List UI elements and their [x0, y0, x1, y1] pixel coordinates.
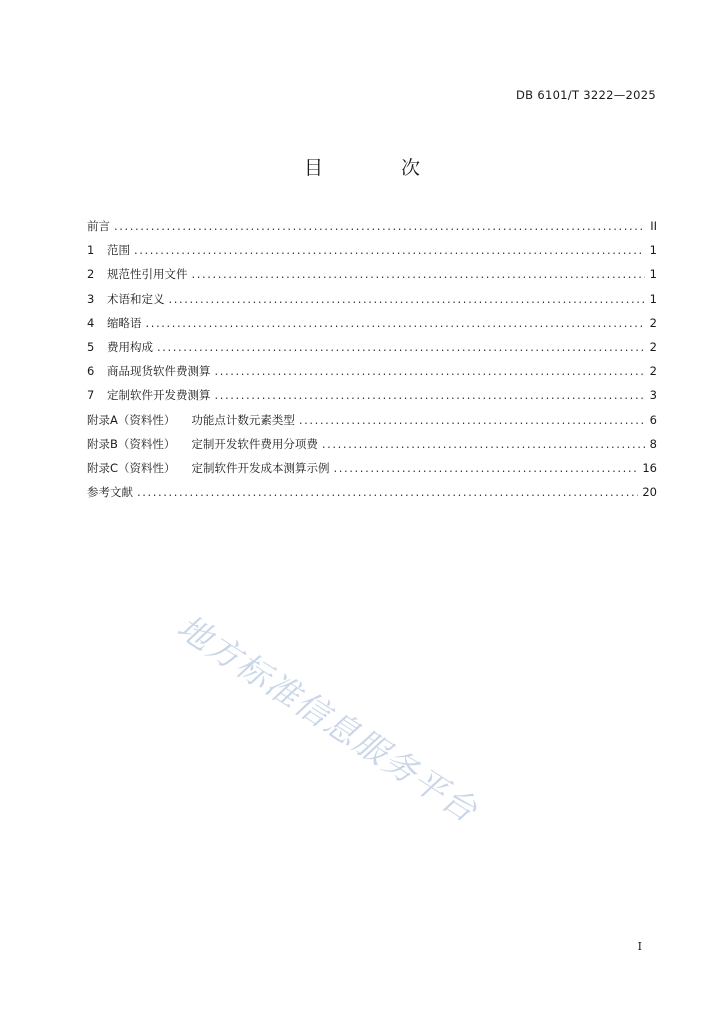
toc-leader-dots — [114, 219, 645, 233]
toc-entry-label: 定制软件开发成本测算示例 — [191, 460, 330, 475]
toc-entry-annex-label: 附录A（资料性） — [87, 412, 176, 427]
toc-entry-annex-a[interactable] — [87, 412, 657, 436]
toc-entry-number: 2 — [87, 267, 95, 282]
toc-entry-label: 商品现货软件费测算 — [107, 364, 211, 379]
toc-entry-label: 定制软件开发费测算 — [107, 388, 211, 403]
toc-entry-page: 2 — [649, 364, 657, 379]
toc-entry-number: 5 — [87, 339, 95, 354]
toc-entry-abbreviations[interactable] — [87, 315, 657, 339]
toc-entry-annex-c[interactable] — [87, 460, 657, 484]
toc-entry-label: 缩略语 — [107, 315, 142, 330]
toc-entry-label: 定制开发软件费用分项费 — [191, 436, 318, 451]
toc-entry-page: 16 — [642, 460, 657, 475]
toc-leader-dots — [137, 485, 638, 499]
toc-leader-dots — [334, 461, 639, 475]
watermark: 地方标准信息服务平台 — [170, 607, 486, 831]
toc-entry-annex-label: 附录C（资料性） — [87, 460, 176, 475]
document-code: DB 6101/T 3222—2025 — [516, 88, 656, 102]
toc-entry-page: 2 — [649, 315, 657, 330]
toc-entry-number: 4 — [87, 315, 95, 330]
toc-entry-custom-software[interactable] — [87, 387, 657, 411]
toc-entry-annex-b[interactable] — [87, 436, 657, 460]
toc-entry-label: 功能点计数元素类型 — [191, 412, 295, 427]
toc-entry-terms-definitions[interactable] — [87, 291, 657, 315]
toc-entry-number: 7 — [87, 388, 95, 403]
toc-entry-number: 6 — [87, 364, 95, 379]
toc-leader-dots — [134, 243, 645, 257]
toc-entry-scope[interactable] — [87, 242, 657, 266]
toc-entry-label: 范围 — [107, 243, 130, 258]
toc-entry-page: II — [650, 219, 657, 233]
toc-entry-label: 参考文献 — [87, 485, 133, 500]
toc-entry-annex-label: 附录B（资料性） — [87, 436, 176, 451]
toc-entry-normative-references[interactable] — [87, 266, 657, 290]
toc-entry-number: 1 — [87, 243, 95, 258]
toc-entry-page: 8 — [649, 436, 657, 451]
page-title: 目 次 — [303, 157, 457, 179]
toc-entry-number: 3 — [87, 291, 95, 306]
toc-entry-page: 20 — [642, 485, 657, 500]
toc-entry-cost-composition[interactable] — [87, 339, 657, 363]
toc-entry-page: 6 — [649, 412, 657, 427]
toc-leader-dots — [215, 364, 646, 378]
toc-leader-dots — [146, 316, 646, 330]
toc-entry-label: 术语和定义 — [107, 291, 165, 306]
toc-entry-page: 1 — [649, 267, 657, 282]
table-of-contents — [87, 218, 657, 508]
toc-leader-dots — [192, 267, 646, 281]
toc-entry-page: 3 — [649, 388, 657, 403]
toc-leader-dots — [157, 340, 645, 354]
toc-entry-page: 1 — [649, 243, 657, 258]
page-number: I — [637, 940, 642, 953]
toc-entry-page: 1 — [649, 291, 657, 306]
toc-leader-dots — [299, 413, 645, 427]
toc-entry-cots-software[interactable] — [87, 363, 657, 387]
toc-leader-dots — [215, 388, 646, 402]
toc-leader-dots — [169, 292, 646, 306]
toc-entry-bibliography[interactable] — [87, 484, 657, 508]
toc-entry-label: 费用构成 — [107, 339, 153, 354]
toc-entry-foreword[interactable] — [87, 218, 657, 242]
toc-leader-dots — [322, 437, 645, 451]
toc-entry-label: 前言 — [87, 219, 110, 233]
toc-entry-label: 规范性引用文件 — [107, 267, 188, 282]
toc-entry-page: 2 — [649, 339, 657, 354]
